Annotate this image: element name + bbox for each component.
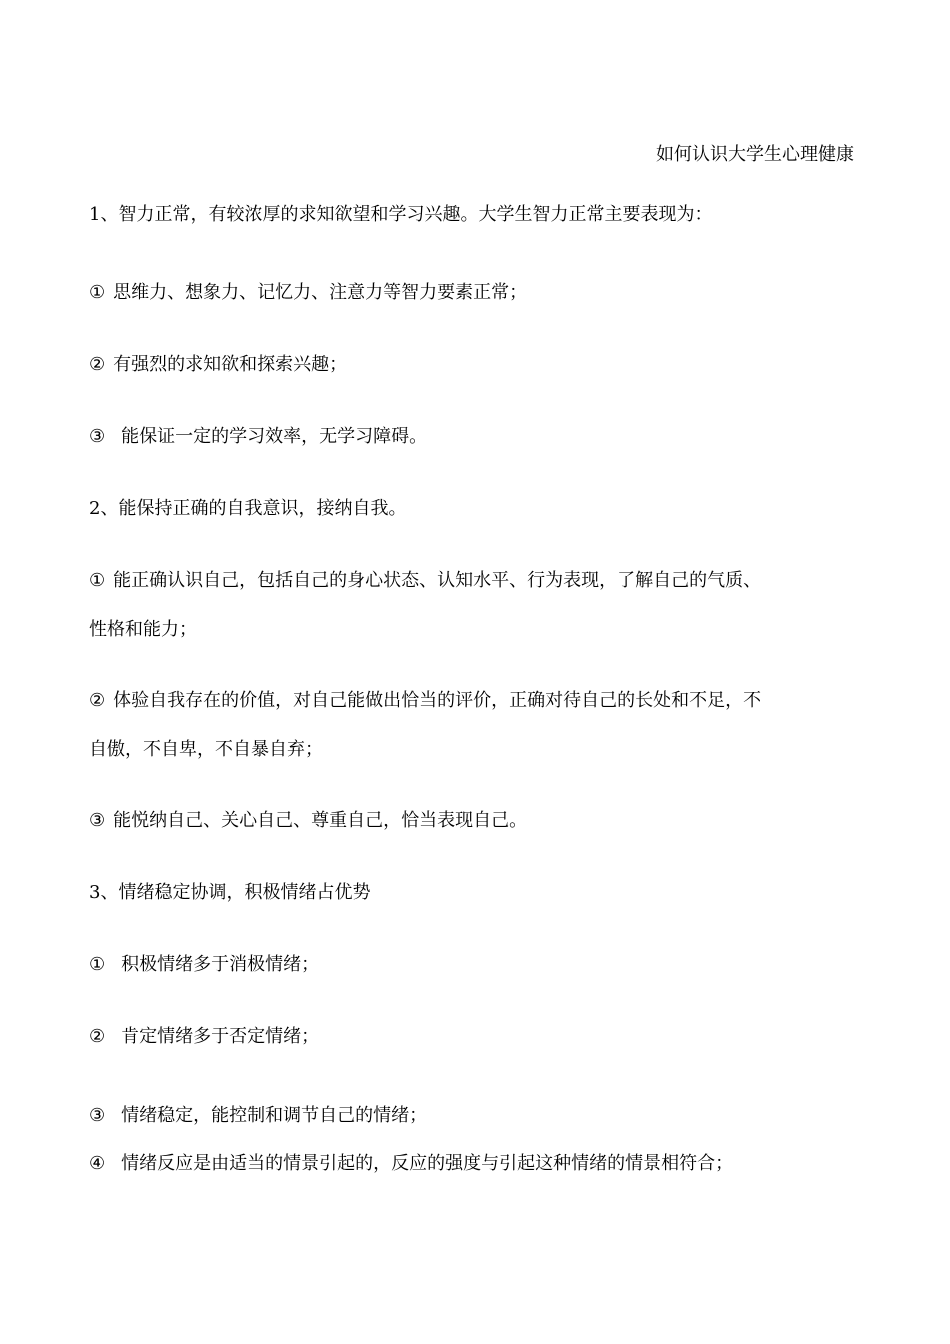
list-item bbox=[89, 568, 861, 594]
item-continuation: 自傲，不自卑，不自暴自弃； bbox=[89, 739, 323, 760]
list-item bbox=[89, 808, 861, 834]
document-title: 如何认识大学生心理健康 bbox=[656, 144, 854, 165]
item-marker: ① bbox=[89, 954, 106, 975]
item-marker: ② bbox=[89, 690, 106, 711]
list-item bbox=[89, 280, 861, 306]
item-marker: ① bbox=[89, 282, 106, 303]
list-item bbox=[89, 352, 861, 378]
item-marker: ③ bbox=[89, 426, 106, 447]
section-3-heading: 3、情绪稳定协调，积极情绪占优势 bbox=[89, 882, 371, 903]
section-1-heading: 1、智力正常，有较浓厚的求知欲望和学习兴趣。大学生智力正常主要表现为： bbox=[89, 204, 713, 225]
item-marker: ② bbox=[89, 354, 106, 375]
item-text: 积极情绪多于消极情绪； bbox=[121, 954, 320, 975]
item-marker: ③ bbox=[89, 810, 106, 831]
item-text: 能悦纳自己、关心自己、尊重自己，恰当表现自己。 bbox=[113, 810, 528, 831]
list-item bbox=[89, 688, 861, 714]
list-item bbox=[89, 424, 861, 450]
list-item bbox=[89, 1103, 861, 1129]
item-text: 情绪反应是由适当的情景引起的，反应的强度与引起这种情绪的情景相符合； bbox=[121, 1153, 734, 1174]
item-marker: ② bbox=[89, 1026, 106, 1047]
item-text: 能正确认识自己，包括自己的身心状态、认知水平、行为表现，了解自己的气质、 bbox=[113, 570, 762, 591]
item-marker: ③ bbox=[89, 1105, 106, 1126]
item-text: 能保证一定的学习效率，无学习障碍。 bbox=[121, 426, 428, 447]
list-item bbox=[89, 1151, 861, 1177]
item-text: 思维力、想象力、记忆力、注意力等智力要素正常； bbox=[113, 282, 528, 303]
item-continuation: 性格和能力； bbox=[89, 619, 197, 640]
item-text: 情绪稳定，能控制和调节自己的情绪； bbox=[121, 1105, 428, 1126]
list-item bbox=[89, 1024, 861, 1050]
item-text: 有强烈的求知欲和探索兴趣； bbox=[113, 354, 348, 375]
list-item bbox=[89, 952, 861, 978]
item-text: 体验自我存在的价值，对自己能做出恰当的评价，正确对待自己的长处和不足，不 bbox=[113, 690, 762, 711]
item-marker: ① bbox=[89, 570, 106, 591]
section-2-heading: 2、能保持正确的自我意识，接纳自我。 bbox=[89, 498, 407, 519]
item-text: 肯定情绪多于否定情绪； bbox=[121, 1026, 320, 1047]
item-marker: ④ bbox=[89, 1153, 106, 1174]
